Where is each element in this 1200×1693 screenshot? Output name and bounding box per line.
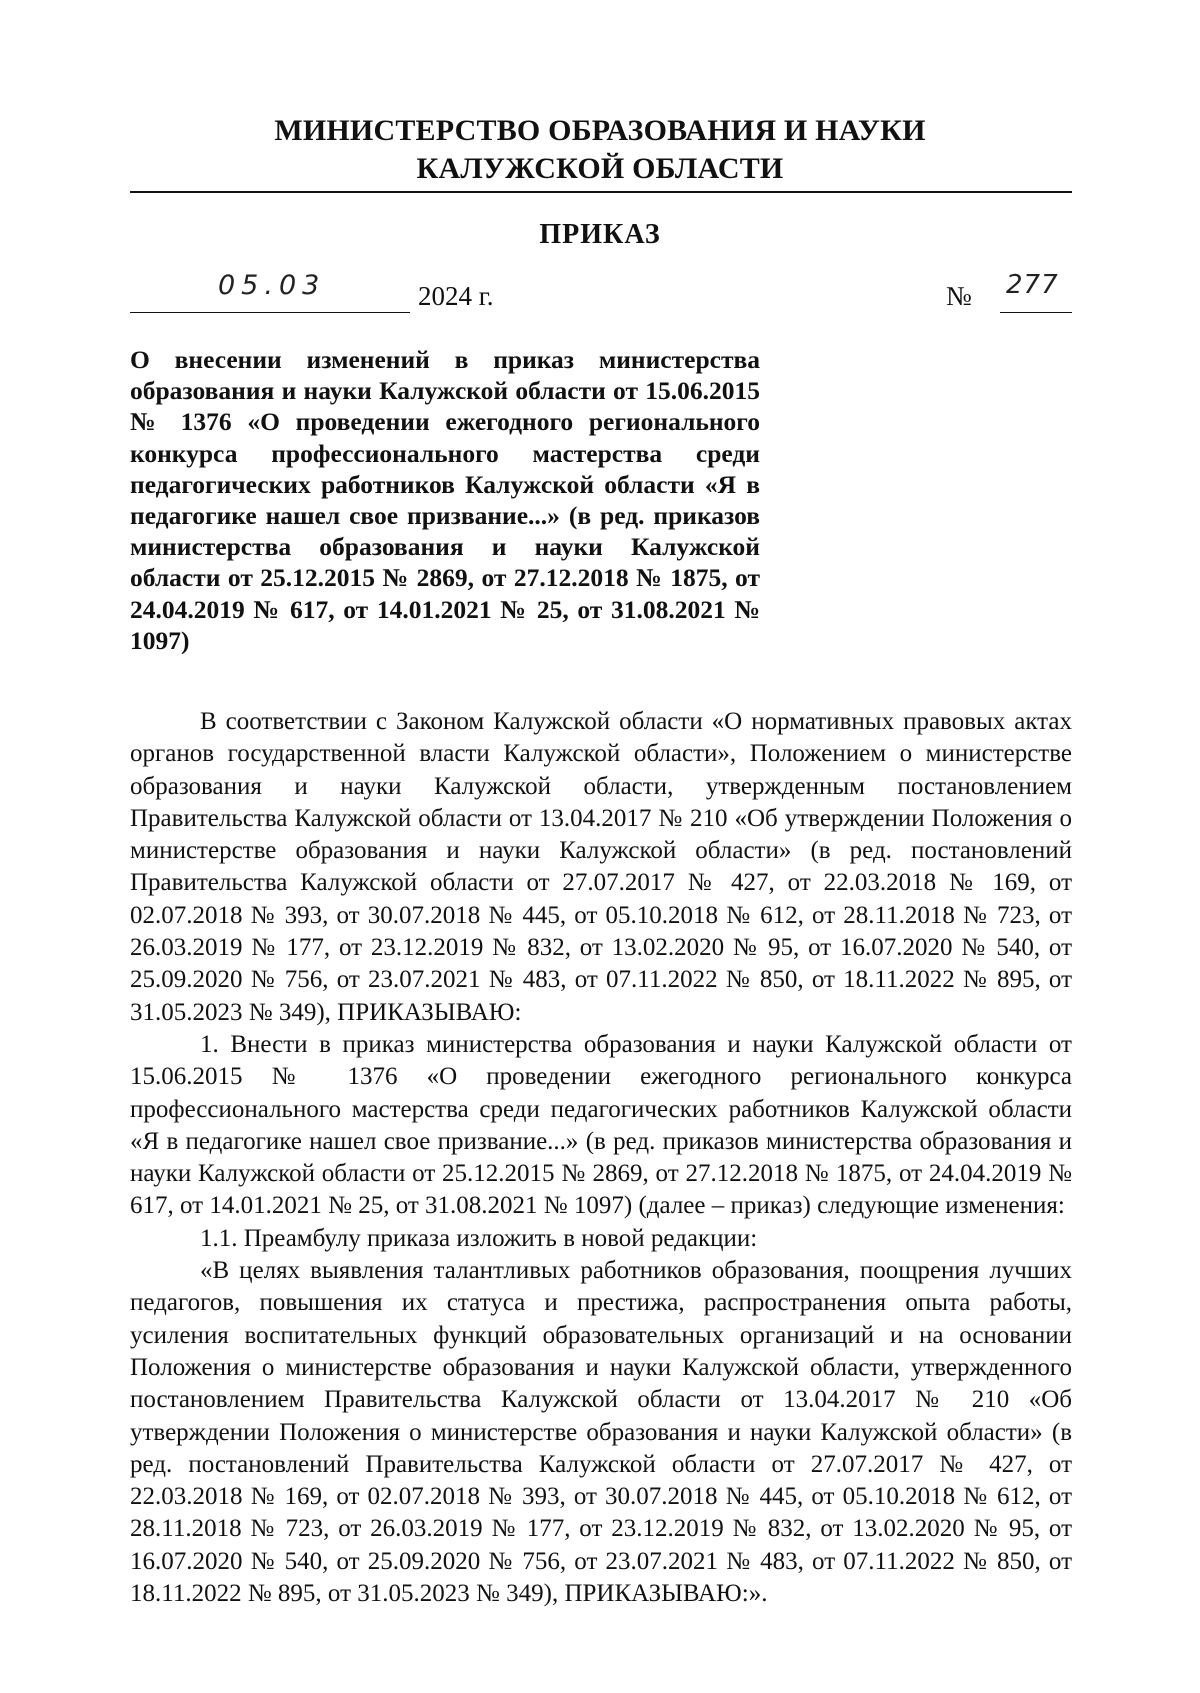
document-type-title: ПРИКАЗ bbox=[539, 219, 661, 250]
body-paragraph-item-1: 1. Внести в приказ министерства образования и науки Калужской области от 15.06.2015 № 1376 «О проведении ежегодного регионального конкурса профессионального мастерства среди педагогических работников Калужской области «Я в педагогике нашел свое призвание...» (в ред. приказов министерства образования и науки Калужской области от 25.12.2015 № 2869, от 27.12.2018 № 1875, от 24.04.2019 № 617, от 14.01.2021 № 25, от 31.08.2021 № 1097) (далее – приказ) следующие изменения: bbox=[130, 1030, 1072, 1220]
handwritten-date: 05.03 bbox=[218, 270, 326, 301]
organization-name-line1: МИНИСТЕРСТВО ОБРАЗОВАНИЯ И НАУКИ bbox=[274, 114, 926, 147]
body-paragraph-item-1-1: 1.1. Преамбулу приказа изложить в новой редакции: bbox=[200, 1224, 758, 1252]
document-body bbox=[130, 706, 1072, 1610]
document-year: 2024 г. bbox=[418, 281, 494, 311]
document-subject: О внесении изменений в приказ министерства образования и науки Калужской области от 15.06.2015 № 1376 «О проведении ежегодного регионального конкурса профессионального мастерства среди педагогических работников Калужской области «Я в педагогике нашел свое призвание...» (в ред. приказов министерства образования и науки Калужской области от 25.12.2015 № 2869, от 27.12.2018 № 1875, от 24.04.2019 № 617, от 14.01.2021 № 25, от 31.08.2021 № 1097) bbox=[130, 345, 760, 655]
handwritten-number: 277 bbox=[1006, 270, 1059, 300]
header-divider bbox=[130, 191, 1072, 193]
body-paragraph-preamble: В соответствии с Законом Калужской области «О нормативных правовых актах органов государственной власти Калужской области», Положением о министерстве образования и науки Калужской области, утвержденным постановлением Правительства Калужской области от 13.04.2017 № 210 «Об утверждении Положения о министерстве образования и науки Калужской области» (в ред. постановлений Правительства Калужской области от 27.07.2017 № 427, от 22.03.2018 № 169, от 02.07.2018 № 393, от 30.07.2018 № 445, от 05.10.2018 № 612, от 28.11.2018 № 723, от 26.03.2019 № 177, от 23.12.2019 № 832, от 13.02.2020 № 95, от 16.07.2020 № 540, от 25.09.2020 № 756, от 23.07.2021 № 483, от 07.11.2022 № 850, от 18.11.2022 № 895, от 31.05.2023 № 349), ПРИКАЗЫВАЮ: bbox=[130, 708, 1072, 1026]
body-paragraph-new-preamble: «В целях выявления талантливых работников образования, поощрения лучших педагогов, повышения их статуса и престижа, распространения опыта работы, усиления воспитательных функций образовательных организаций и на основании Положения о министерстве образования и науки Калужской области, утвержденного постановлением Правительства Калужской области от 13.04.2017 № 210 «Об утверждении Положения о министерстве образования и науки Калужской области» (в ред. постановлений Правительства Калужской области от 27.07.2017 № 427, от 22.03.2018 № 169, от 02.07.2018 № 393, от 30.07.2018 № 445, от 05.10.2018 № 612, от 28.11.2018 № 723, от 26.03.2019 № 177, от 23.12.2019 № 832, от 13.02.2020 № 95, от 16.07.2020 № 540, от 25.09.2020 № 756, от 23.07.2021 № 483, от 07.11.2022 № 850, от 18.11.2022 № 895, от 31.05.2023 № 349), ПРИКАЗЫВАЮ:». bbox=[130, 1257, 1072, 1608]
organization-header bbox=[130, 112, 1070, 188]
number-label: № bbox=[946, 281, 972, 311]
organization-name-line2: КАЛУЖСКОЙ ОБЛАСТИ bbox=[416, 152, 784, 185]
